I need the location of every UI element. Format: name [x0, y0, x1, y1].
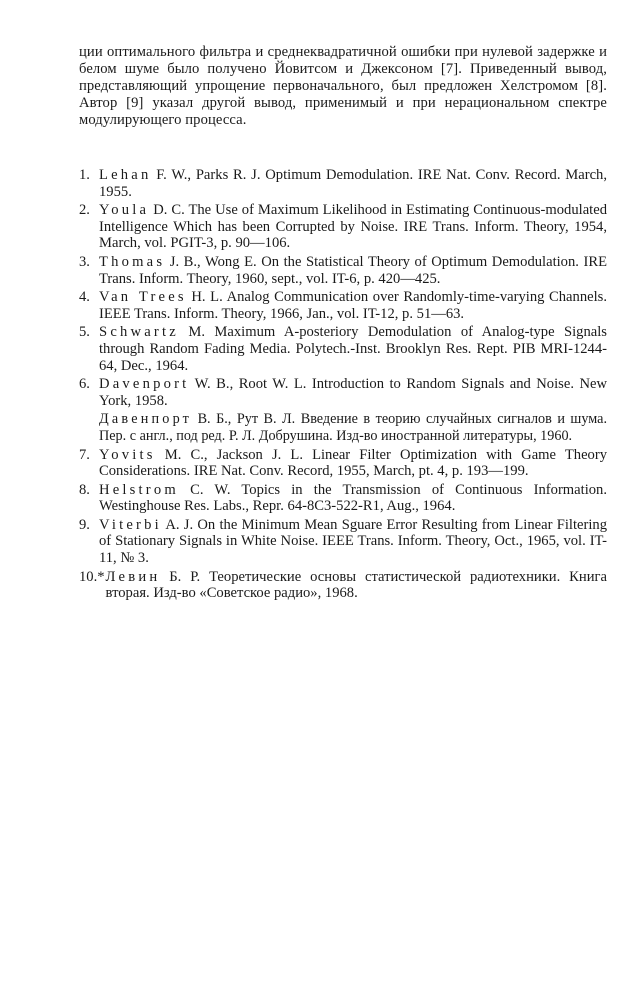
reference-text — [99, 376, 607, 409]
reference-author: Lehan — [99, 167, 152, 183]
reference-details: C. W. Topics in the Transmission of Continuous Information. Westinghouse Res. Labs., Repr. 64-8C3-522-R1, Aug., 1964. — [99, 481, 607, 515]
reference-number: 4. — [79, 289, 90, 306]
reference-author: Yovits — [99, 446, 156, 463]
reference-author: Schwartz — [99, 324, 179, 341]
reference-number: 8. — [79, 481, 90, 498]
reference-number: 3. — [79, 253, 90, 270]
reference-list — [79, 167, 607, 602]
reference-details: M. Maximum A-posteriory Demodulation of Analog-type Signals through Random Fading Media. Polytech.-Inst. Brooklyn Res. Rept. PIB MRI-1244-64, Dec., 1964. — [99, 324, 607, 374]
reference-details: M. C., Jackson J. L. Linear Filter Optimization with Game Theory Considerations. IRE Nat. Conv. Record, 1955, March, pt. 4, p. 193—199. — [99, 446, 607, 480]
reference-number: 2. — [79, 202, 90, 219]
reference-details: F. W., Parks R. J. Optimum Demodulation. IRE Nat. Conv. Record. March, 1955. — [99, 167, 607, 200]
reference-item — [79, 202, 607, 252]
reference-text — [99, 411, 607, 444]
reference-author: Левин — [105, 568, 161, 585]
reference-text — [99, 202, 607, 252]
reference-details: D. C. The Use of Maximum Likelihood in Estimating Continuous-modulated Intelligence Which has been Corrupted by Noise. IRE Trans. Inform. Theory, 1954, March, vol. PGIT-3, p. 90—106. — [99, 202, 607, 252]
reference-item — [79, 376, 607, 409]
reference-number: 6. — [79, 376, 90, 393]
reference-item — [79, 289, 607, 322]
reference-number: 9. — [79, 516, 90, 533]
reference-item — [79, 324, 607, 374]
reference-item-translation — [79, 411, 607, 444]
reference-text — [106, 569, 607, 602]
reference-number: 1. — [79, 167, 90, 183]
reference-text — [99, 482, 607, 515]
reference-item — [79, 254, 607, 287]
page — [79, 44, 607, 604]
reference-text — [99, 324, 607, 374]
reference-details: H. L. Analog Communication over Randomly-time-varying Channels. IEEE Trans. Inform. Theory, 1966, Jan., vol. IT-12, p. 51—63. — [99, 289, 607, 322]
intro-paragraph: ции оптимального фильтра и среднеквадратичной ошибки при нулевой задержке и белом шуме было получено Йовитсом и Джексоном [7]. Приведенный вывод, представляющий упрощение первоначального, был предложен Хелстромом [8]. Автор [9] указал другой вывод, применимый и при нерациональном спектре модулирующего процесса. — [79, 44, 607, 128]
reference-author: Thomas — [99, 253, 166, 270]
reference-author: Давенпорт — [99, 411, 193, 428]
reference-author: Youla — [99, 202, 150, 219]
reference-author: Davenport — [99, 376, 190, 393]
reference-author: Viterbi — [99, 516, 162, 533]
reference-item — [79, 482, 607, 515]
reference-author: Van Trees — [99, 289, 187, 306]
reference-item — [79, 447, 607, 480]
reference-number: 10.* — [79, 568, 105, 585]
reference-item — [79, 167, 607, 200]
reference-item — [79, 569, 607, 602]
reference-text — [99, 447, 607, 480]
reference-number: 5. — [79, 324, 90, 341]
reference-details: A. J. On the Minimum Mean Sguare Error Resulting from Linear Filtering of Stationary Signals in White Noise. IEEE Trans. Inform. Theory, Oct., 1965, vol. IT-11, № 3. — [99, 516, 607, 567]
reference-text — [99, 254, 607, 287]
reference-details: В. Б., Рут В. Л. Введение в теорию случайных сигналов и шума. Пер. с англ., под ред. Р. Л. Добрушина. Изд-во иностранной литературы, 1960. — [99, 411, 607, 444]
reference-text — [99, 289, 607, 322]
reference-item — [79, 517, 607, 567]
reference-details: W. B., Root W. L. Introduction to Random Signals and Noise. New York, 1958. — [99, 376, 607, 409]
reference-text — [99, 517, 607, 567]
reference-details: J. B., Wong E. On the Statistical Theory of Optimum Demodulation. IRE Trans. Inform. Theory, 1960, sept., vol. IT-6, p. 420—425. — [99, 253, 607, 287]
reference-text — [99, 167, 607, 200]
reference-author: Helstrom — [99, 481, 179, 498]
reference-details: Б. Р. Теоретические основы статистической радиотехники. Книга вторая. Изд-во «Советское радио», 1968. — [105, 568, 607, 602]
reference-number: 7. — [79, 446, 90, 463]
